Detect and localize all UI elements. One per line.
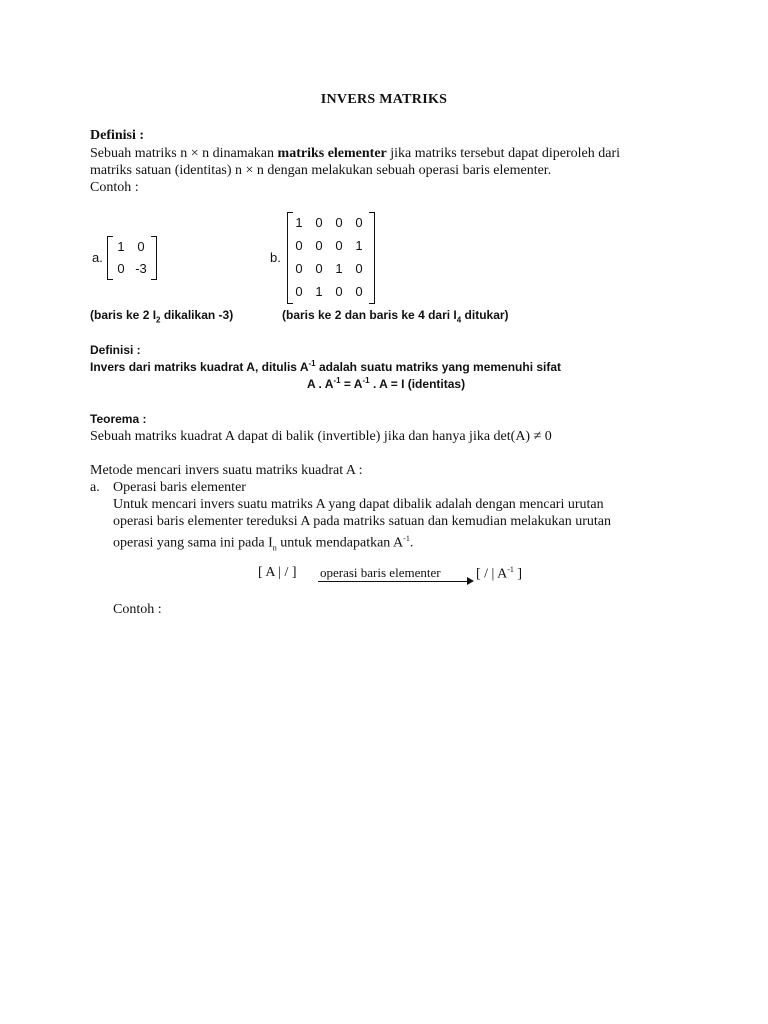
example-a-label: a. [92,250,103,265]
theorem-heading: Teorema : [90,412,147,426]
equation-part: A . A [307,377,334,391]
superscript: -1 [507,565,514,574]
matrix-bracket-right [369,212,375,304]
matrix-bracket-right [151,236,157,280]
matrix-cell: 0 [355,261,363,276]
method-paragraph-line-1: Untuk mencari invers suatu matriks A yang dapat dibalik adalah dengan mencari urutan [113,497,604,512]
matrix-cell: 0 [315,261,323,276]
matrix-cell: 0 [335,215,343,230]
inverse-equation [307,376,465,391]
definition-text: Sebuah matriks n × n dinamakan [90,146,278,161]
equation-part: . A = I (identitas) [369,377,466,391]
formula-part: [ / | A [476,566,508,582]
method-text: operasi yang sama ini pada I [113,535,273,551]
definition-2-text: adalah suatu matriks yang memenuhi sifat [315,360,562,374]
definition-2-text: Invers dari matriks kuadrat A, ditulis A [90,360,309,374]
matrix-cell: 0 [335,284,343,299]
matrix-cell: 0 [355,284,363,299]
matrix-cell: 0 [315,215,323,230]
matrix-cell: 1 [335,261,343,276]
method-example-label: Contoh : [113,602,162,617]
caption-text: (baris ke 2 I [90,308,157,322]
definition-2-heading: Definisi : [90,343,141,357]
arrow-right-icon [467,577,474,585]
equation-part: = A [340,377,363,391]
matrix-cell: 0 [335,238,343,253]
method-paragraph-line-2: operasi baris elementer tereduksi A pada matriks satuan dan kemudian melakukan urutan [113,514,612,529]
method-paragraph-line-3 [113,530,413,556]
matrix-b [287,212,375,304]
definition-heading: Definisi : [90,128,145,143]
matrix-cell: 1 [117,239,125,254]
formula-left: [ A | / ] [258,565,297,580]
superscript: -1 [362,376,370,385]
method-item-title: Operasi baris elementer [113,480,246,495]
matrix-a [107,236,157,280]
matrix-cell: 0 [295,261,303,276]
superscript: -1 [333,376,341,385]
matrix-cell: -3 [135,261,147,276]
superscript: -1 [403,534,410,543]
example-b-label: b. [270,250,281,265]
definition-2-line [90,359,561,374]
caption-text: dikalikan -3) [160,308,234,322]
method-item-label: a. [90,480,100,495]
superscript: -1 [308,359,316,368]
example-label: Contoh : [90,180,139,195]
matrix-cell: 0 [355,215,363,230]
method-text: . [409,535,414,551]
formula-arrow-line [318,581,468,582]
example-a-caption [90,308,233,324]
definition-line-2: matriks satuan (identitas) n × n dengan melakukan sebuah operasi baris elementer. [90,163,552,178]
caption-text: ditukar) [461,308,509,322]
formula-arrow-label: operasi baris elementer [320,565,441,580]
matrix-cell: 1 [315,284,323,299]
caption-subscript: 2 [156,315,161,325]
matrix-cell: 1 [355,238,363,253]
subscript: n [272,543,277,553]
caption-subscript: 4 [456,315,462,325]
matrix-cell: 0 [137,239,145,254]
matrix-cell: 0 [315,238,323,253]
formula-part: ] [513,566,523,582]
caption-text: (baris ke 2 dan baris ke 4 dari I [282,308,457,322]
method-text: untuk mendapatkan A [276,535,404,551]
definition-text: jika matriks tersebut dapat diperoleh dari [386,146,621,161]
theorem-text: Sebuah matriks kuadrat A dapat di balik (invertible) jika dan hanya jika det(A) ≠ 0 [90,429,552,444]
page-title: INVERS MATRIKS [320,92,448,107]
example-b-caption [282,308,509,324]
formula-right [476,565,522,583]
matrix-cell: 0 [295,284,303,299]
definition-term: matriks elementer [277,146,387,161]
matrix-cell: 1 [295,215,303,230]
method-intro: Metode mencari invers suatu matriks kuadrat A : [90,463,363,478]
matrix-cell: 0 [117,261,125,276]
matrix-cell: 0 [295,238,303,253]
definition-line-1 [90,145,620,162]
